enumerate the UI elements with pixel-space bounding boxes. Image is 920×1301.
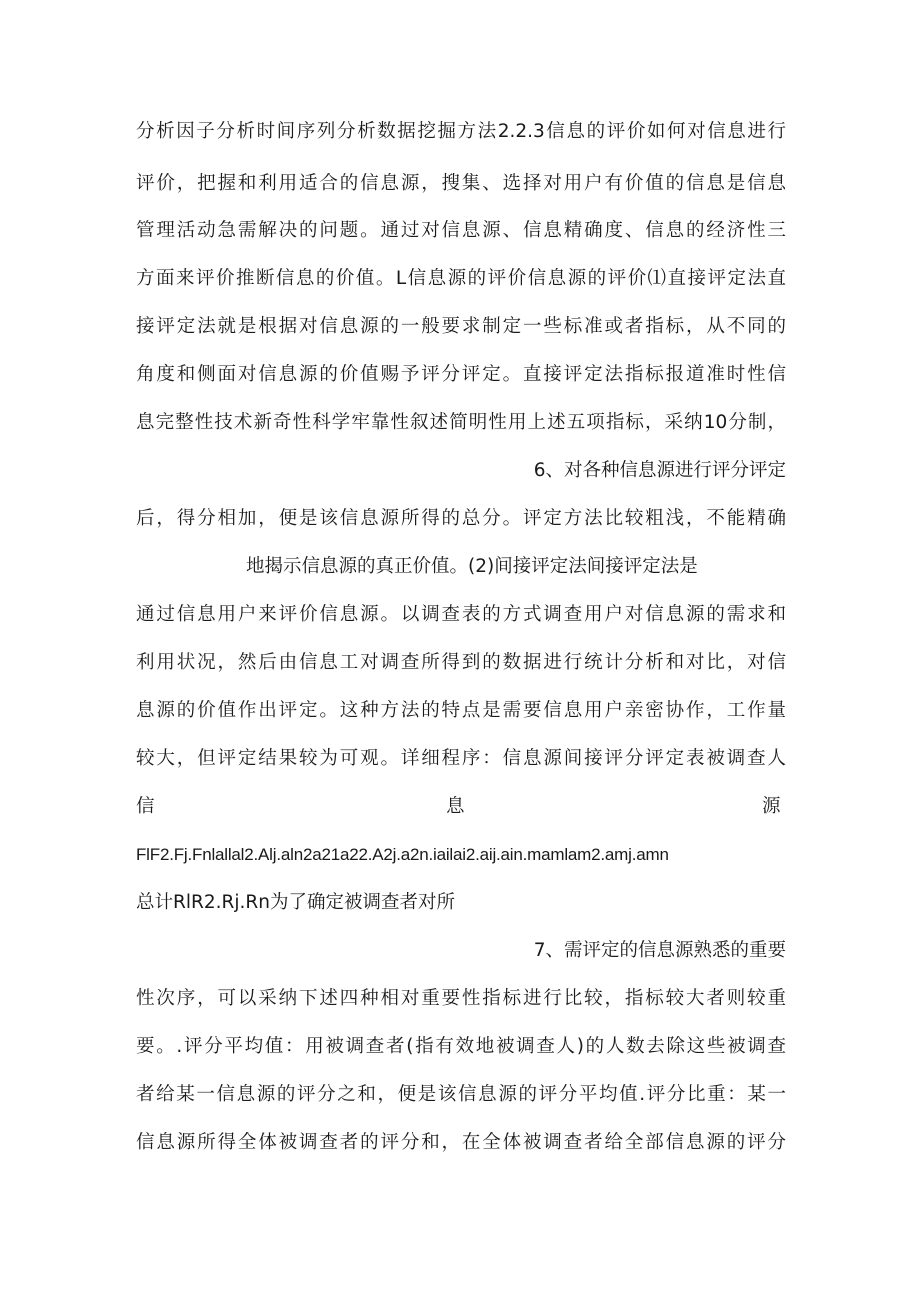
paragraph-line: 管理活动急需解决的问题。通过对信息源、信息精确度、信息的经济性三 [136, 220, 786, 241]
paragraph-line: 通过信息用户来评价信息源。以调查表的方式调查用户对信息源的需求和 [136, 604, 786, 625]
paragraph-line: 总计RlR2.Rj.Rn为了确定被调查者对所 [136, 892, 455, 913]
table-header-char: 源 [762, 796, 781, 817]
paragraph-line: 息完整性技术新奇性科学牢靠性叙述简明性用上述五项指标，采纳10分制， [136, 412, 786, 433]
paragraph-line: 角度和侧面对信息源的价值赐予评分评定。直接评定法指标报道准时性信 [136, 364, 786, 385]
paragraph-line: 利用状况，然后由信息工对调查所得到的数据进行统计分析和对比，对信 [136, 652, 786, 673]
paragraph-line: 6、对各种信息源进行评分评定 [533, 460, 786, 481]
paragraph-line: 方面来评价推断信息的价值。L信息源的评价信息源的评价⑴直接评定法直 [136, 268, 786, 289]
paragraph-line: 者给某一信息源的评分之和，便是该信息源的评分平均值.评分比重：某一 [136, 1084, 786, 1105]
table-header-char: 息 [446, 796, 465, 817]
paragraph-line: 地揭示信息源的真正价值。(2)间接评定法间接评定法是 [246, 556, 698, 577]
paragraph-line: 评价，把握和利用适合的信息源，搜集、选择对用户有价值的信息是信息 [136, 173, 786, 194]
paragraph-line: 性次序，可以采纳下述四种相对重要性指标进行比较，指标较大者则较重 [136, 988, 786, 1009]
table-formula-row: FlF2.Fj.Fnlallal2.Alj.aln2a21a22.A2j.a2n.iailai2.aij.ain.mamlam2.amj.amn [136, 845, 669, 864]
paragraph-line: 信息源所得全体被调查者的评分和，在全体被调查者给全部信息源的评分 [136, 1132, 786, 1153]
paragraph-line: 分析因子分析时间序列分析数据挖掘方法2.2.3信息的评价如何对信息进行 [136, 121, 786, 142]
paragraph-line: 7、需评定的信息源熟悉的重要 [533, 940, 786, 961]
paragraph-line: 要。.评分平均值：用被调查者(指有效地被调查人)的人数去除这些被调查 [136, 1036, 786, 1057]
paragraph-line: 息源的价值作出评定。这种方法的特点是需要信息用户亲密协作，工作量 [136, 700, 786, 721]
paragraph-line: 较大，但评定结果较为可观。详细程序：信息源间接评分评定表被调查人 [136, 748, 786, 769]
table-header-char: 信 [136, 796, 155, 817]
paragraph-line: 后，得分相加，便是该信息源所得的总分。评定方法比较粗浅，不能精确 [136, 508, 786, 529]
paragraph-line: 接评定法就是根据对信息源的一般要求制定一些标准或者指标，从不同的 [136, 316, 786, 337]
